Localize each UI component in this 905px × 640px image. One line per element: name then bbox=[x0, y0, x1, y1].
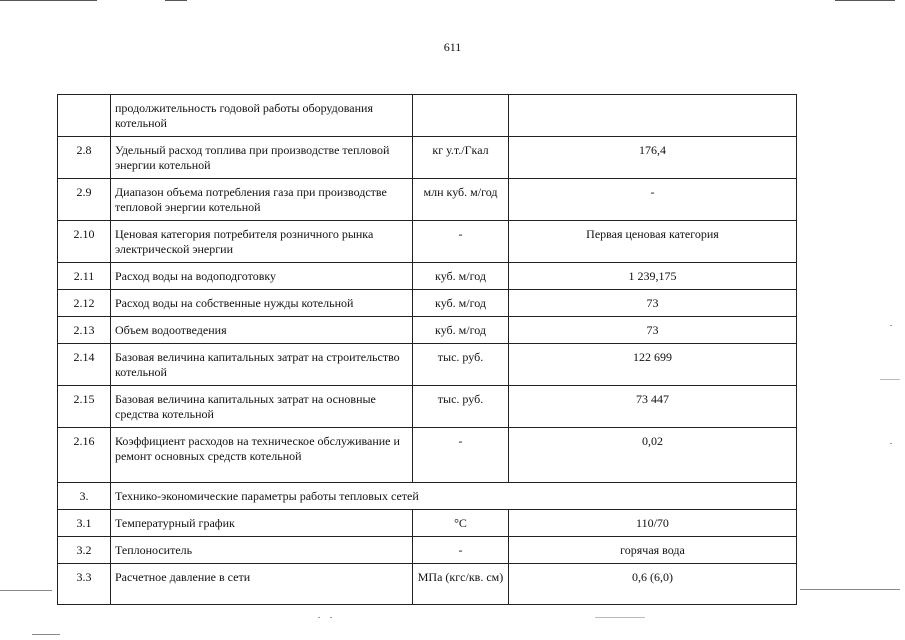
row-number bbox=[58, 95, 111, 137]
row-value: 0,02 bbox=[509, 428, 797, 483]
row-number: 2.11 bbox=[58, 263, 111, 290]
table-row bbox=[58, 179, 797, 221]
table-row bbox=[58, 386, 797, 428]
scan-mark bbox=[880, 379, 900, 380]
scan-mark bbox=[0, 590, 52, 591]
row-number: 3.1 bbox=[58, 510, 111, 537]
table-row bbox=[58, 221, 797, 263]
row-unit: - bbox=[413, 221, 509, 263]
row-parameter-name: продолжительность годовой работы оборудования котельной bbox=[111, 95, 413, 137]
row-number: 2.15 bbox=[58, 386, 111, 428]
row-number: 3.3 bbox=[58, 564, 111, 605]
row-unit: МПа (кгс/кв. см) bbox=[413, 564, 509, 605]
row-parameter-name: Расход воды на водоподготовку bbox=[111, 263, 413, 290]
section-number: 3. bbox=[58, 483, 111, 510]
row-parameter-name: Диапазон объема потребления газа при производстве тепловой энергии котельной bbox=[111, 179, 413, 221]
row-value: 73 bbox=[509, 317, 797, 344]
row-parameter-name: Теплоноситель bbox=[111, 537, 413, 564]
table-row bbox=[58, 263, 797, 290]
table-row bbox=[58, 344, 797, 386]
section-title: Технико-экономические параметры работы тепловых сетей bbox=[111, 483, 797, 510]
row-parameter-name: Расчетное давление в сети bbox=[111, 564, 413, 605]
table-row bbox=[58, 564, 797, 605]
row-unit: °C bbox=[413, 510, 509, 537]
scan-rule bbox=[0, 0, 97, 1]
scan-mark bbox=[32, 634, 60, 635]
table-row bbox=[58, 537, 797, 564]
row-value: горячая вода bbox=[509, 537, 797, 564]
row-parameter-name: Температурный график bbox=[111, 510, 413, 537]
scan-dot bbox=[890, 325, 892, 326]
row-value: 122 699 bbox=[509, 344, 797, 386]
row-unit: кг у.т./Гкал bbox=[413, 137, 509, 179]
section-row bbox=[58, 483, 797, 510]
scan-mark bbox=[595, 617, 645, 618]
row-unit: тыс. руб. bbox=[413, 386, 509, 428]
row-number: 2.9 bbox=[58, 179, 111, 221]
row-number: 2.13 bbox=[58, 317, 111, 344]
row-value: 73 bbox=[509, 290, 797, 317]
row-value: 1 239,175 bbox=[509, 263, 797, 290]
row-unit: млн куб. м/год bbox=[413, 179, 509, 221]
scan-mark bbox=[800, 589, 900, 590]
row-parameter-name: Расход воды на собственные нужды котельной bbox=[111, 290, 413, 317]
row-value: 176,4 bbox=[509, 137, 797, 179]
table-row bbox=[58, 290, 797, 317]
row-number: 3.2 bbox=[58, 537, 111, 564]
row-number: 2.8 bbox=[58, 137, 111, 179]
row-unit bbox=[413, 95, 509, 137]
row-value: 0,6 (6,0) bbox=[509, 564, 797, 605]
row-number: 2.14 bbox=[58, 344, 111, 386]
table-row bbox=[58, 510, 797, 537]
row-unit: - bbox=[413, 428, 509, 483]
row-value: - bbox=[509, 179, 797, 221]
row-parameter-name: Базовая величина капитальных затрат на основные средства котельной bbox=[111, 386, 413, 428]
scan-dot bbox=[330, 617, 332, 618]
row-number: 2.12 bbox=[58, 290, 111, 317]
table-row bbox=[58, 95, 797, 137]
row-unit: - bbox=[413, 537, 509, 564]
row-parameter-name: Объем водоотведения bbox=[111, 317, 413, 344]
scan-dot bbox=[890, 443, 892, 444]
parameters-table bbox=[57, 94, 797, 605]
row-number: 2.10 bbox=[58, 221, 111, 263]
page-number: 611 bbox=[443, 40, 462, 54]
row-parameter-name: Базовая величина капитальных затрат на строительство котельной bbox=[111, 344, 413, 386]
row-unit: куб. м/год bbox=[413, 317, 509, 344]
scan-dot bbox=[318, 617, 320, 618]
row-value: 73 447 bbox=[509, 386, 797, 428]
row-unit: тыс. руб. bbox=[413, 344, 509, 386]
row-value: Первая ценовая категория bbox=[509, 221, 797, 263]
table-row bbox=[58, 428, 797, 483]
row-unit: куб. м/год bbox=[413, 290, 509, 317]
row-parameter-name: Удельный расход топлива при производстве тепловой энергии котельной bbox=[111, 137, 413, 179]
row-unit: куб. м/год bbox=[413, 263, 509, 290]
table-row bbox=[58, 137, 797, 179]
table-row bbox=[58, 317, 797, 344]
row-value: 110/70 bbox=[509, 510, 797, 537]
scan-rule bbox=[835, 0, 895, 1]
row-parameter-name: Ценовая категория потребителя розничного рынка электрической энергии bbox=[111, 221, 413, 263]
row-number: 2.16 bbox=[58, 428, 111, 483]
scan-rule bbox=[165, 0, 187, 1]
row-parameter-name: Коэффициент расходов на техническое обслуживание и ремонт основных средств котельной bbox=[111, 428, 413, 483]
row-value bbox=[509, 95, 797, 137]
